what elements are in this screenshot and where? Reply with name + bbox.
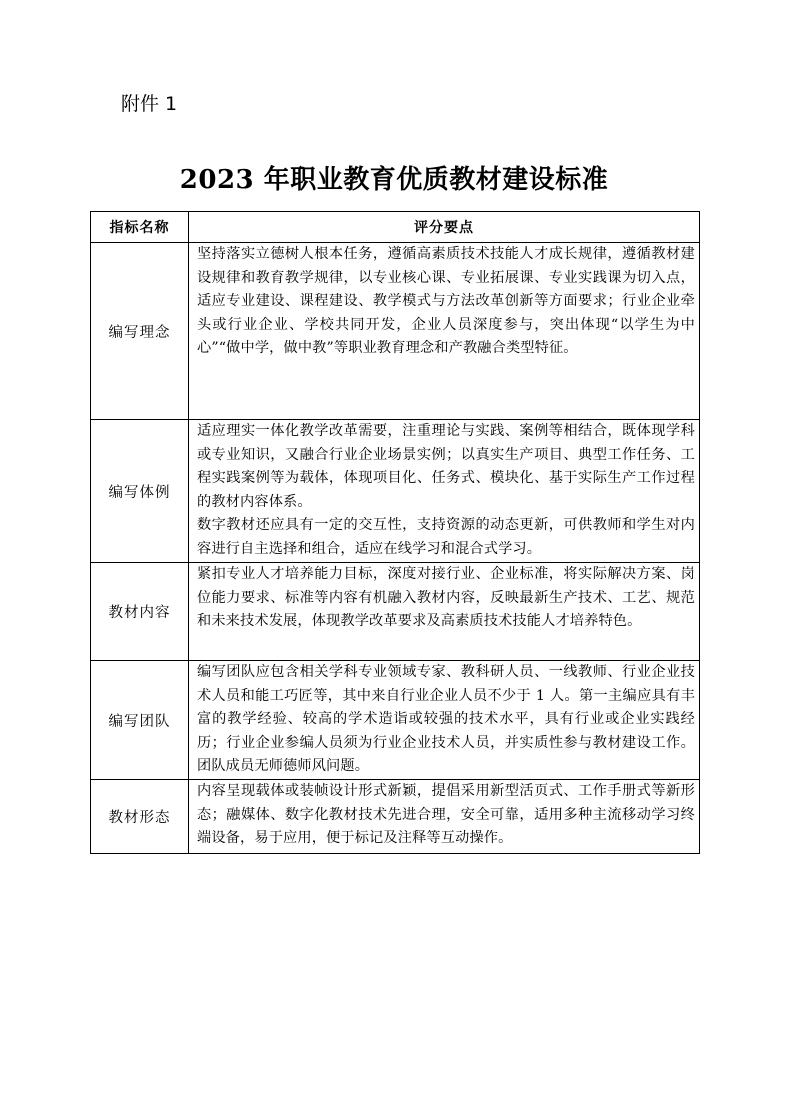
table-row [91, 563, 700, 661]
scoring-paragraph: 适应理实一体化教学改革需要，注重理论与实践、案例等相结合，既体现学科或专业知识，又融合行业企业场景实例；以真实生产项目、典型工作任务、工程实践案例等为载体，体现项目化、任务式、模块化、基于实际生产工作过程的教材内容体系。 [197, 423, 695, 510]
scoring-points [189, 780, 700, 854]
table-row [91, 243, 700, 420]
attachment-label: 附件 1 [121, 93, 178, 115]
indicator-name: 编写体例 [91, 420, 189, 563]
indicator-name: 编写团队 [91, 661, 189, 780]
table-row [91, 420, 700, 563]
scoring-paragraph: 紧扣专业人才培养能力目标，深度对接行业、企业标准，将实际解决方案、岗位能力要求、标准等内容有机融入教材内容，反映最新生产技术、工艺、规范和未来技术发展，体现教学改革要求及高素质技术技能人才培养特色。 [197, 566, 695, 630]
indicator-name: 教材内容 [91, 563, 189, 661]
scoring-points [189, 420, 700, 563]
table-header-row [91, 212, 700, 243]
indicator-name: 教材形态 [91, 780, 189, 854]
scoring-paragraph: 坚持落实立德树人根本任务，遵循高素质技术技能人才成长规律，遵循教材建设规律和教育教学规律，以专业核心课、专业拓展课、专业实践课为切入点，适应专业建设、课程建设、教学模式与方法改革创新等方面要求；行业企业牵头或行业企业、学校共同开发，企业人员深度参与，突出体现“以学生为中心”“做中学，做中教”等职业教育理念和产教融合类型特征。 [197, 246, 695, 357]
header-indicator-name: 指标名称 [91, 212, 189, 243]
scoring-paragraph: 内容呈现载体或装帧设计形式新颖，提倡采用新型活页式、工作手册式等新形态；融媒体、数字化教材技术先进合理，安全可靠，适用多种主流移动学习终端设备，易于应用，便于标记及注释等互动操作。 [197, 783, 695, 847]
scoring-points [189, 563, 700, 661]
indicator-name: 编写理念 [91, 243, 189, 420]
scoring-paragraph: 数字教材还应具有一定的交互性，支持资源的动态更新，可供教师和学生对内容进行自主选择和组合，适应在线学习和混合式学习。 [197, 517, 695, 557]
document-title: 2023 年职业教育优质教材建设标准 [179, 165, 609, 195]
table-row [91, 661, 700, 780]
criteria-table [90, 211, 700, 854]
scoring-paragraph: 编写团队应包含相关学科专业领域专家、教科研人员、一线教师、行业企业技术人员和能工巧匠等，其中来自行业企业人员不少于 1 人。第一主编应具有丰富的教学经验、较高的学术造诣或较强的技术水平，具有行业或企业实践经历；行业企业参编人员须为行业企业技术人员，并实质性参与教材建设工作。团队成员无师德师风问题。 [197, 664, 695, 775]
scoring-points [189, 243, 700, 420]
header-scoring-points: 评分要点 [189, 212, 700, 243]
scoring-points [189, 661, 700, 780]
table-row [91, 780, 700, 854]
